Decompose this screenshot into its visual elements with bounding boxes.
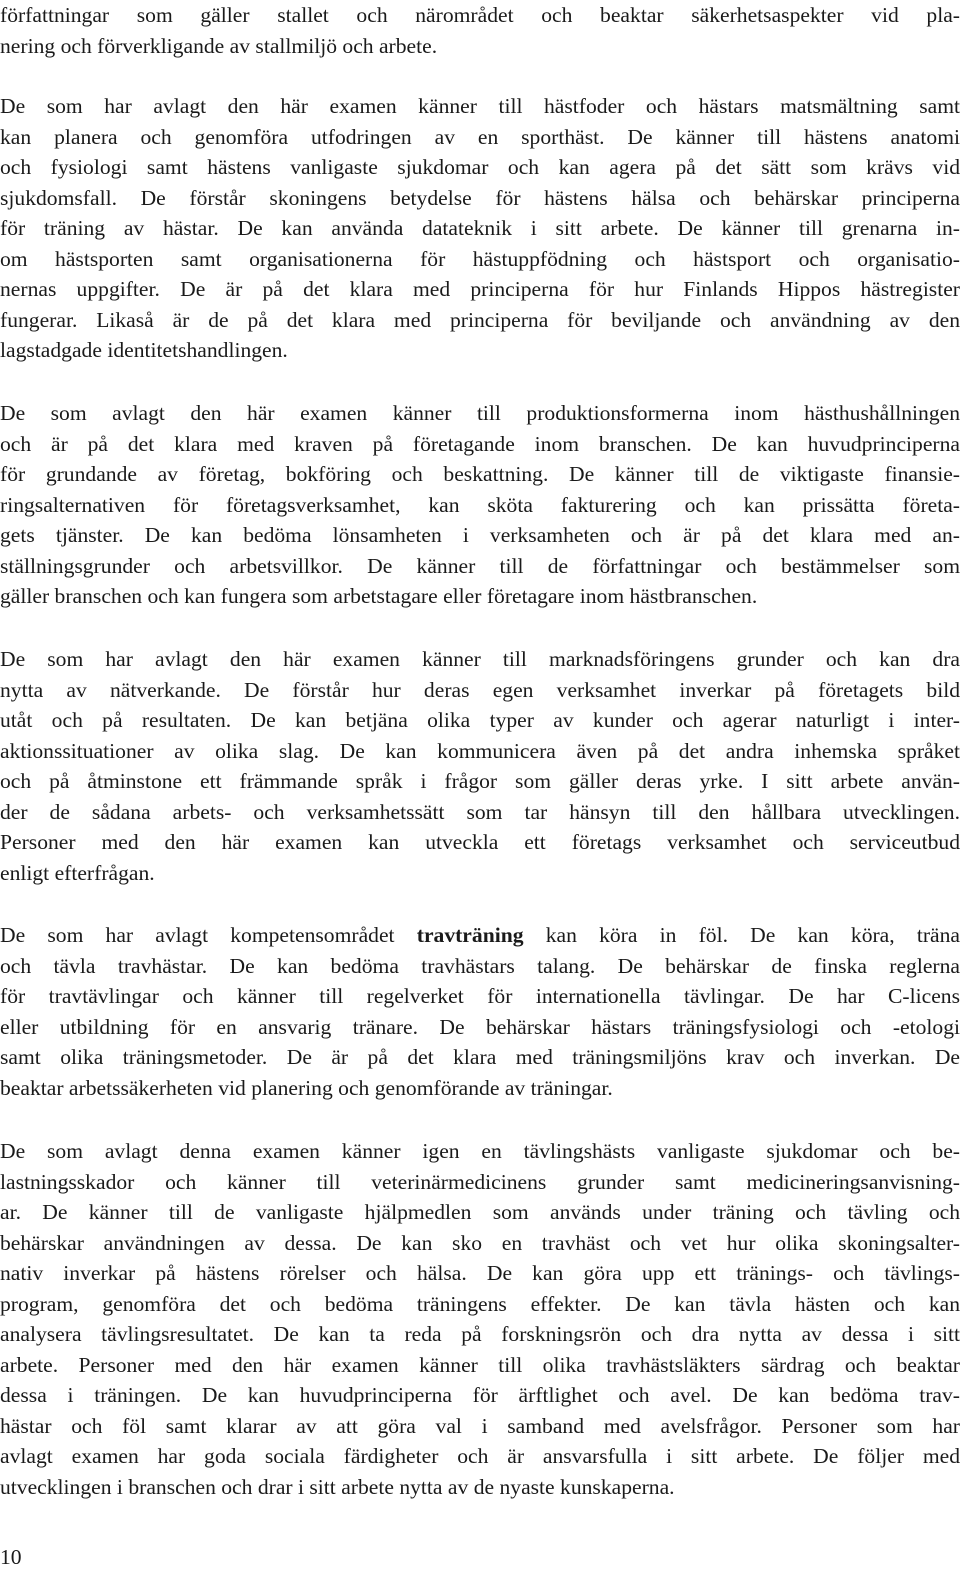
text-line: nernas uppgifter. De är på det klara med principerna för hur Finlands Hippos hästregister: [0, 277, 960, 301]
text-line: Personer med den här examen kan utveckla ett företags verksamhet och serviceutbud: [0, 830, 960, 854]
text-line: kan planera och genomföra utfodringen av en sporthäst. De känner till hästens anatomi: [0, 124, 960, 149]
text-line: eller utbildning för en ansvarig tränare. De behärskar hästars träningsfysiologi och -etologi: [0, 1014, 960, 1039]
text-line: för träning av hästar. De kan använda datateknik i sitt arbete. De känner till grenarna in-: [0, 216, 960, 240]
page-number: 10: [0, 1545, 22, 1569]
text-line: arbete. Personer med den här examen känner till olika travhästsläkters särdrag och beaktar: [0, 1352, 960, 1377]
text-line: ställningsgrunder och arbetsvillkor. De känner till de författningar och bestämmelser som: [0, 553, 960, 578]
text-line: för travtävlingar och känner till regelverket för internationella tävlingar. De har C-licens: [0, 984, 960, 1008]
text-line: De som avlagt denna examen känner igen en tävlingshästs vanligaste sjukdomar och be-: [0, 1139, 960, 1163]
text-line: nativ inverkar på hästens rörelser och hälsa. De kan göra upp ett tränings- och tävlings-: [0, 1261, 960, 1285]
text-line: och är på det klara med kraven på företagande inom branschen. De kan huvudprinciperna: [0, 431, 960, 456]
text-line: och tävla travhästar. De kan bedöma travhästars talang. De behärskar de finska reglerna: [0, 953, 960, 978]
text-line: enligt efterfrågan.: [0, 860, 155, 885]
text-line: ar. De känner till de vanligaste hjälpmedlen som används under träning och tävling och: [0, 1200, 960, 1224]
text-line: författningar som gäller stallet och närområdet och beaktar säkerhetsaspekter vid pla-: [0, 3, 960, 27]
text-line: behärskar användningen av dessa. De kan sko en travhäst och vet hur olika skoningsalter-: [0, 1230, 960, 1255]
text-run: kan köra in föl. De kan köra, träna: [523, 923, 960, 947]
text-line: avlagt examen har goda sociala färdigheter och är ansvarsfulla i sitt arbete. De följer med: [0, 1444, 960, 1468]
text-line: ringsalternativen för företagsverksamhet, kan sköta fakturering och kan prissätta företa-: [0, 492, 960, 517]
paragraph-trotting-training: [0, 920, 960, 1103]
text-line: lagstadgade identitetshandlingen.: [0, 338, 288, 362]
text-line: De som avlagt den här examen känner till produktionsformerna inom hästhushållningen: [0, 401, 960, 425]
text-line: utåt och på resultaten. De kan betjäna olika typer av kunder och agerar naturligt i inter-: [0, 708, 960, 732]
text-line: sjukdomsfall. De förstår skoningens betydelse för hästens hälsa och behärskar principerna: [0, 185, 960, 210]
text-line: der de sådana arbets- och verksamhetssätt som tar hänsyn till den hållbara utvecklingen.: [0, 799, 960, 824]
paragraph-feeding-and-health: [0, 91, 960, 366]
text-line: beaktar arbetssäkerheten vid planering och genomförande av träningar.: [0, 1075, 613, 1100]
text-line: utvecklingen i branschen och drar i sitt arbete nytta av de nyaste kunskaperna.: [0, 1474, 675, 1499]
text-line: gets tjänster. De kan bedöma lönsamheten i verksamheten och är på det klara med an-: [0, 523, 960, 547]
text-line: dessa i träningen. De kan huvudprinciperna för ärftlighet och avel. De kan bedöma trav-: [0, 1383, 960, 1407]
paragraph-marketing: [0, 644, 960, 888]
paragraph-stable-environment: [0, 0, 960, 61]
competence-area-term: travträning: [416, 923, 524, 947]
text-line: program, genomföra det och bedöma träningens effekter. De kan tävla hästen och kan: [0, 1291, 960, 1316]
text-line: och på åtminstone ett främmande språk i frågor som gäller deras yrke. I sitt arbete använ-: [0, 769, 960, 793]
text-line: De som har avlagt den här examen känner till hästfoder och hästars matsmältning samt: [0, 94, 960, 118]
text-line: gäller branschen och kan fungera som arbetstagare eller företagare inom hästbranschen.: [0, 584, 758, 608]
text-run: De som har avlagt kompetensområdet: [0, 923, 417, 947]
text-line: hästar och föl samt klarar av att göra val i samband med avelsfrågor. Personer som har: [0, 1413, 960, 1438]
text-line: lastningsskador och känner till veterinärmedicinens grunder samt medicineringsanvisning-: [0, 1169, 960, 1194]
text-line: De som har avlagt den här examen känner till marknadsföringens grunder och kan dra: [0, 647, 960, 671]
text-line: analysera tävlingsresultatet. De kan ta reda på forskningsrön och dra nytta av dessa i sitt: [0, 1322, 960, 1346]
text-line: fungerar. Likaså är de på det klara med principerna för beviljande och användning av den: [0, 307, 960, 332]
text-line: aktionssituationer av olika slag. De kan kommunicera även på det andra inhemska språket: [0, 738, 960, 763]
text-line: nytta av nätverkande. De förstår hur deras egen verksamhet inverkar på företagets bild: [0, 677, 960, 702]
text-line: och fysiologi samt hästens vanligaste sjukdomar och kan agera på det sätt som krävs vid: [0, 155, 960, 179]
text-line: om hästsporten samt organisationerna för hästuppfödning och hästsport och organisatio-: [0, 246, 960, 271]
text-line: nering och förverkligande av stallmiljö och arbete.: [0, 33, 438, 58]
paragraph-entrepreneurship: [0, 398, 960, 612]
text-line: för grundande av företag, bokföring och beskattning. De känner till de viktigaste finansie-: [0, 462, 960, 486]
text-line: samt olika träningsmetoder. De är på det klara med träningsmiljöns krav och inverkan. De: [0, 1045, 960, 1069]
text-line: [0, 920, 960, 951]
paragraph-competition-horse-care: [0, 1136, 960, 1502]
